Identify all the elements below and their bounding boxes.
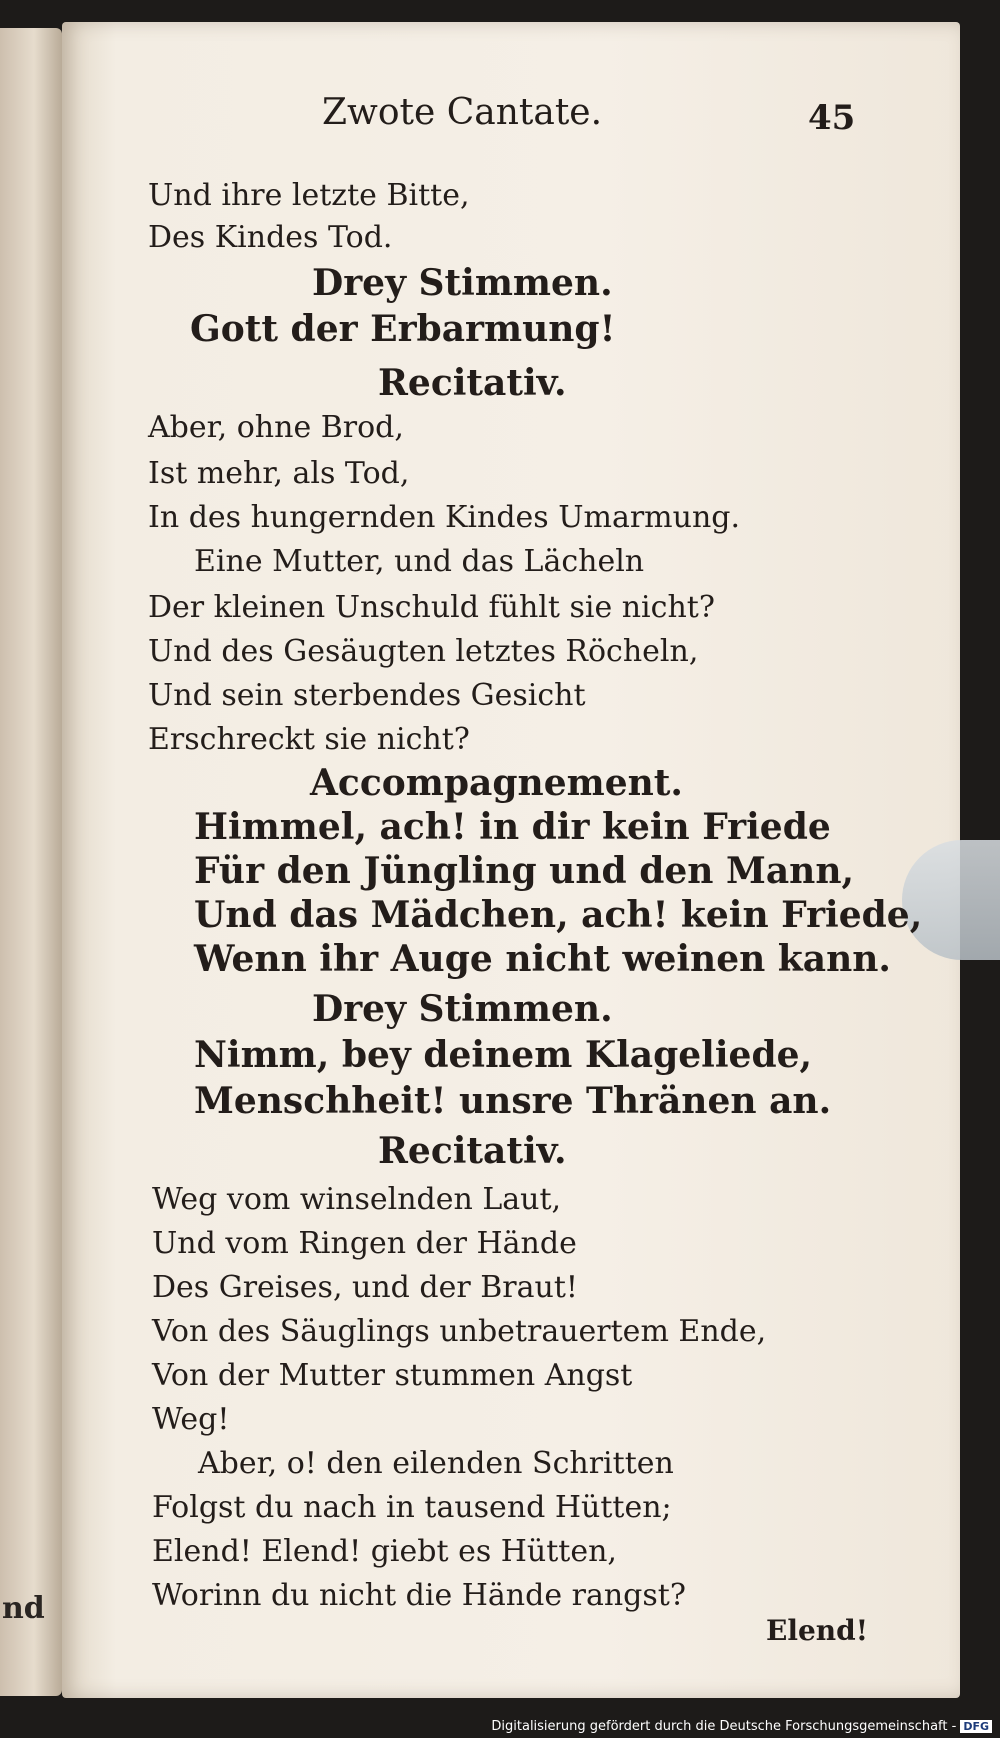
text-line: Nimm, bey deinem Klageliede, [194, 1034, 813, 1076]
text-line: Aber, o! den eilenden Schritten [198, 1446, 674, 1481]
text-line: Weg! [152, 1402, 230, 1437]
text-line: Aber, ohne Brod, [148, 410, 404, 445]
catchword: Elend! [766, 1614, 869, 1647]
text-line: Des Greises, und der Braut! [152, 1270, 578, 1305]
text-line: Gott der Erbarmung! [190, 308, 616, 350]
credit-text: Digitalisierung gefördert durch die Deutsche Forschungsgemeinschaft - [491, 1719, 957, 1734]
text-line: Der kleinen Unschuld fühlt sie nicht? [148, 590, 715, 625]
section-heading: Accompagnement. [310, 762, 683, 804]
text-line: Himmel, ach! in dir kein Friede [194, 806, 831, 848]
text-line: Worinn du nicht die Hände rangst? [152, 1578, 686, 1613]
text-line: Wenn ihr Auge nicht weinen kann. [194, 938, 891, 980]
text-line: Elend! Elend! giebt es Hütten, [152, 1534, 617, 1569]
text-line: Und sein sterbendes Gesicht [148, 678, 586, 713]
page-number: 45 [808, 98, 856, 138]
section-heading: Drey Stimmen. [312, 262, 613, 304]
section-heading: Drey Stimmen. [312, 988, 613, 1030]
text-line: Und ihre letzte Bitte, [148, 178, 470, 213]
text-line: Von des Säuglings unbetrauertem Ende, [152, 1314, 767, 1349]
left-page-fragment: nd [2, 1591, 45, 1626]
text-line: Ist mehr, als Tod, [148, 456, 410, 491]
left-page-edge [0, 28, 62, 1696]
running-title: Zwote Cantate. [322, 92, 603, 133]
text-line: Menschheit! unsre Thränen an. [194, 1080, 832, 1122]
text-line: Und vom Ringen der Hände [152, 1226, 577, 1261]
text-line: Und das Mädchen, ach! kein Friede, [194, 894, 923, 936]
section-heading: Recitativ. [378, 362, 567, 404]
text-line: Eine Mutter, und das Lächeln [194, 544, 645, 579]
text-line: Weg vom winselnden Laut, [152, 1182, 562, 1217]
text-line: Des Kindes Tod. [148, 220, 393, 255]
text-line: Von der Mutter stummen Angst [152, 1358, 633, 1393]
section-heading: Recitativ. [378, 1130, 567, 1172]
digitization-credit [491, 1719, 992, 1734]
text-line: Und des Gesäugten letztes Röcheln, [148, 634, 699, 669]
text-line: Erschreckt sie nicht? [148, 722, 470, 757]
text-line: In des hungernden Kindes Umarmung. [148, 500, 741, 535]
text-line: Folgst du nach in tausend Hütten; [152, 1490, 672, 1525]
dfg-logo: DFG [960, 1720, 992, 1733]
text-line: Für den Jüngling und den Mann, [194, 850, 855, 892]
